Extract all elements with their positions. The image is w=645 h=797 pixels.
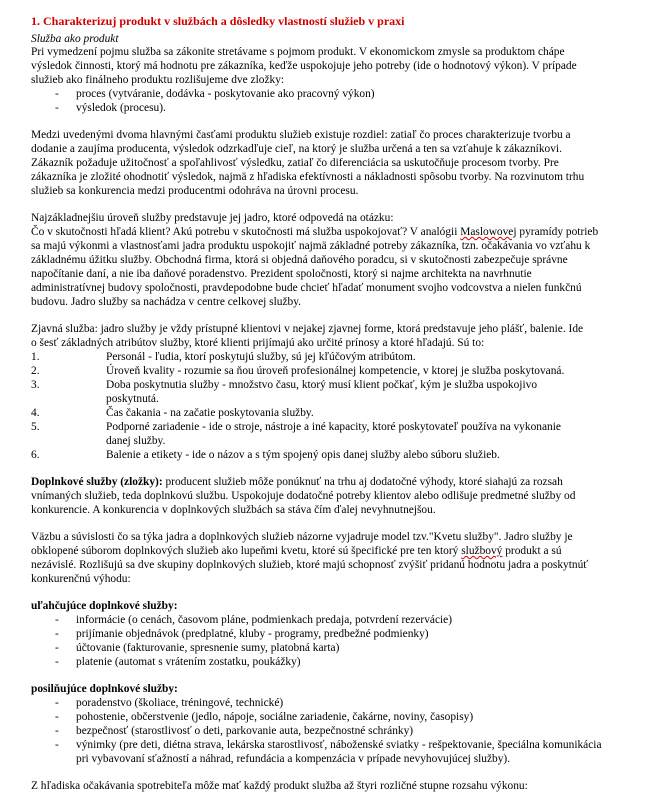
list-number: 4. (31, 407, 40, 419)
numbered-item-cont: poskytnutá. (106, 393, 159, 405)
numbered-item: Čas čakania - na začatie poskytovania služby. (106, 407, 314, 419)
list-item: bezpečnosť (starostlivosť o deti, parkovanie auta, bezpečnostné schránky) (76, 725, 414, 737)
list-number: 6. (31, 449, 40, 461)
paragraph-line: zákazníka je zložité ohodnotiť výsledok, najmä z hľadiska efektívnosti a nákladnosti spôsobu tvorby. Na rozvinutom trhu (31, 171, 585, 183)
paragraph-line: služieb ako finálneho produktu rozlišujeme dve zložky: (31, 74, 285, 86)
numbered-item: Personál - ľudia, ktorí poskytujú služby, sú jej kľúčovým atribútom. (106, 351, 416, 363)
paragraph-line: služieb sa konkurencia medzi producentmi odohráva na úrovni procesu. (31, 185, 359, 197)
paragraph-line: napočítanie daní, a nie iba daňové poradenstvo. Prezident spoločnosti, ktorý si najme architekta na navrhnutie (31, 268, 532, 280)
bullet-dash: - (55, 739, 59, 751)
bullet-dash: - (55, 614, 59, 626)
bullet-dash: - (55, 88, 59, 100)
paragraph-line: dodanie a zaujíma producenta, výsledok odzrkadľuje cieľ, na ktorý je služba určená a ten sa vzťahuje k zákazníkovi. (31, 143, 562, 155)
list-item: výsledok (procesu). (76, 102, 166, 114)
bullet-dash: - (55, 628, 59, 640)
paragraph-line: Doplnkové služby (zložky): producent služieb môže ponúknuť na trhu aj dodatočné výhody, ktoré siahajú za rozsah (31, 476, 563, 488)
list-item: poradenstvo (školiace, tréningové, technické) (76, 697, 284, 709)
paragraph-line: vnímaných služieb, teda doplnkovú službu. Uspokojuje dodatočné potreby klientov alebo odlišuje predmetné služby od (31, 490, 576, 502)
paragraph-line: základnému úžitku služby. Obchodná firma, ktorá si objedná daňového poradcu, si v skutočnosti zabezpečuje správne (31, 254, 568, 266)
list-item-cont: pri vybavovaní sťažností a náhrad, refundácia a kompenzácia v prípade nevyhovujúcej služby). (76, 753, 511, 765)
paragraph-line: Čo v skutočnosti hľadá klient? Akú potrebu v skutočnosti má služba uspokojovať? V analógii Maslowovej pyramídy potrieb (31, 226, 599, 238)
list-number: 1. (31, 351, 40, 363)
numbered-item: Balenie a etikety - ide o názov a s tým spojený opis danej služby alebo súboru služieb. (106, 449, 500, 461)
paragraph-line: obklopené súborom doplnkových služieb ako lupeňmi kvetu, ktoré sú špecifické pre ten ktorý službový produkt a sú (31, 545, 562, 557)
paragraph-line: konkurencie. A konkurencia v doplnkových službách sa stáva čím ďalej nevyhnutnejšou. (31, 504, 436, 516)
paragraph-line: konkurenčnú výhodu: (31, 573, 131, 585)
spellcheck-word: službový (461, 545, 503, 557)
paragraph-line: Z hľadiska očakávania spotrebiteľa môže mať každý produkt služba až štyri rozličné stupne rozsahu výkonu: (31, 780, 528, 792)
list-item: pohostenie, občerstvenie (jedlo, nápoje, sociálne zariadenie, čakárne, noviny, časopisy) (76, 711, 474, 723)
section-heading: posilňujúce doplnkové služby: (31, 683, 178, 695)
paragraph-line: nezávislé. Rozlišujú sa dve skupiny doplnkových služieb, ktoré majú schopnosť zvýšiť pridanú hodnotu jadra a poskytnúť (31, 559, 589, 571)
bold-lead: Doplnkové služby (zložky): (31, 476, 163, 488)
paragraph-line: o šesť základných atribútov služby, ktoré klienti prijímajú ako určité prínosy a ktoré hľadajú. Sú to: (31, 337, 485, 349)
spellcheck-word: Maslowovej (460, 226, 517, 238)
document-title: 1. Charakterizuj produkt v službách a dôsledky vlastností služieb v praxi (31, 14, 405, 28)
paragraph-line: Najzákladnejšiu úroveň služby predstavuje jej jadro, ktoré odpovedá na otázku: (31, 212, 394, 224)
bullet-dash: - (55, 711, 59, 723)
section-heading: uľahčujúce doplnkové služby: (31, 600, 178, 612)
numbered-item: Úroveň kvality - rozumie sa ňou úroveň profesionálnej kompetencie, v ktorej je služba poskytovaná. (106, 365, 565, 377)
paragraph-line: výsledok činnosti, ktorý má hodnotu pre zákazníka, keďže uspokojuje jeho potreby (ide o hodnotový výkon). V prípade (31, 60, 577, 72)
list-item: proces (vytváranie, dodávka - poskytovanie ako pracovný výkon) (76, 88, 375, 100)
list-item: výnimky (pre deti, diétna strava, lekárska starostlivosť, náboženské sviatky - rešpektovanie, špeciálna komunikácia (76, 739, 602, 751)
bullet-dash: - (55, 102, 59, 114)
paragraph-line: budovu. Jadro služby sa nachádza v centre celkovej služby. (31, 296, 302, 308)
numbered-item: Doba poskytnutia služby - množstvo času, ktorý musí klient počkať, kým je služba uspokojivo (106, 379, 538, 391)
numbered-item: Podporné zariadenie - ide o stroje, nástroje a iné kapacity, ktoré poskytovateľ používa na vykonanie (106, 421, 561, 433)
paragraph-line: sa majú výkonmi a vlastnosťami jadra produktu uspokojiť najmä základné potreby zákazníka, tzn. očakávania vo vzťahu k (31, 240, 591, 252)
list-item: platenie (automat s vrátením zostatku, poukážky) (76, 656, 301, 668)
paragraph-line: administratívnej budovy spoločnosti, pravdepodobne bude chcieť hľadať monument svojho vodcovstva a nielen funkčnú (31, 282, 582, 294)
bullet-dash: - (55, 697, 59, 709)
bullet-dash: - (55, 725, 59, 737)
paragraph-line: Zákazník požaduje užitočnosť a spoľahlivosť výsledku, zatiaľ čo diferenciácia sa uskutočňuje procesom tvorby. Pre (31, 157, 559, 169)
paragraph-line: Väzbu a súvislosti čo sa týka jadra a doplnkových služieb názorne vyjadruje model tzv."Kvetu služby". Jadro služby je (31, 531, 573, 543)
list-item: účtovanie (fakturovanie, spresnenie sumy, platobná karta) (76, 642, 340, 654)
list-number: 2. (31, 365, 40, 377)
list-item: informácie (o cenách, časovom pláne, podmienkach predaja, potvrdení rezervácie) (76, 614, 453, 626)
bullet-dash: - (55, 642, 59, 654)
list-item: prijímanie objednávok (predplatné, kluby - programy, predbežné podmienky) (76, 628, 429, 640)
bullet-dash: - (55, 656, 59, 668)
section-subtitle: Služba ako produkt (31, 33, 119, 45)
numbered-item-cont: danej služby. (106, 435, 166, 447)
paragraph-line: Pri vymedzení pojmu služba sa zákonite stretávame s pojmom produkt. V ekonomickom zmysle sa produktom chápe (31, 46, 565, 58)
list-number: 3. (31, 379, 40, 391)
list-number: 5. (31, 421, 40, 433)
paragraph-line: Zjavná služba: jadro služby je vždy prístupné klientovi v nejakej zjavnej forme, ktorá predstavuje jeho plášť, balenie. Ide (31, 323, 584, 335)
paragraph-line: Medzi uvedenými dvoma hlavnými časťami produktu služieb existuje rozdiel: zatiaľ čo proces charakterizuje tvorbu a (31, 129, 571, 141)
